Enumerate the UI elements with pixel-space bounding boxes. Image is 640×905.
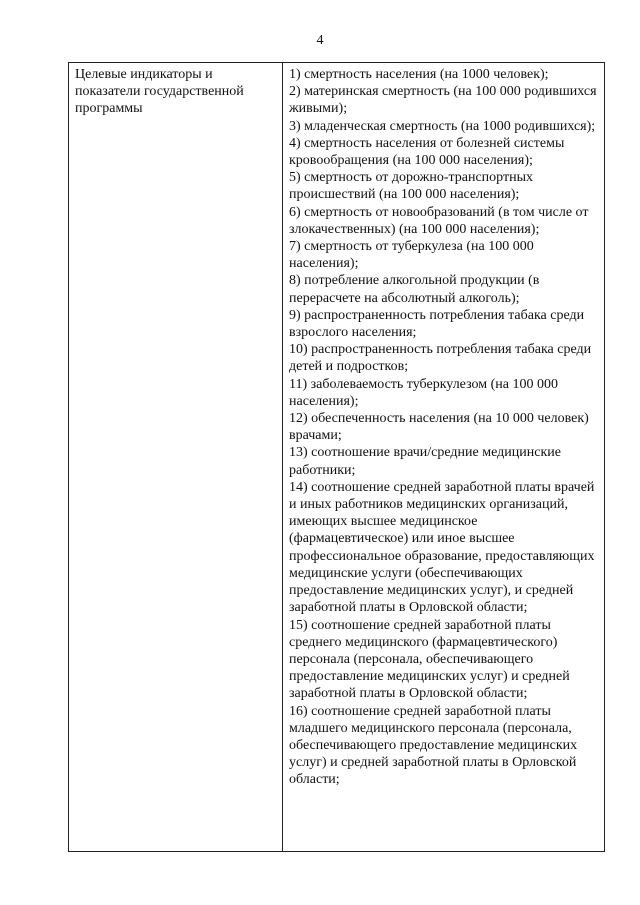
indicator-item-9: 9) распространенность потребления табака среди взрослого населения;	[289, 307, 585, 341]
page-number: 4	[316, 33, 324, 48]
indicators-table	[68, 62, 605, 852]
indicator-item-10: 10) распространенность потребления табака среди детей и подростков;	[289, 342, 592, 375]
indicator-item-5: 5) смертность от дорожно-транспортных происшествий (на 100 000 населения);	[289, 170, 534, 203]
indicator-item-6: 6) смертность от новообразований (в том числе от злокачественных) (на 100 000 населения);	[289, 204, 589, 237]
indicator-item-1: 1) смертность населения (на 1000 человек);	[289, 67, 549, 82]
indicator-item-12: 12) обеспеченность населения (на 10 000 человек) врачами;	[289, 411, 589, 444]
indicator-item-13: 13) соотношение врачи/средние медицинские работники;	[289, 445, 561, 478]
table-right-cell	[283, 63, 604, 851]
indicators-section-label: Целевые индикаторы и показатели государственной программы	[75, 67, 244, 117]
indicator-item-16: 16) соотношение средней заработной платы младшего медицинского персонала (персонала, обеспечивающего предоставление медицинских услуг) и средней заработной платы в Орловской области;	[289, 703, 578, 788]
indicator-item-11: 11) заболеваемость туберкулезом (на 100 000 населения);	[289, 376, 558, 409]
indicator-item-14: 14) соотношение средней заработной платы врачей и иных работников медицинских организаций, имеющих высшее медицинское (фармацевтическое) или иное высшее профессиональное образование, предоставляющих медицинские услуги (обеспечивающих предоставление медицинских услуг), и средней заработной платы в Орловской области;	[289, 479, 595, 616]
indicator-item-3: 3) младенческая смертность (на 1000 родившихся);	[289, 118, 596, 134]
indicator-item-7: 7) смертность от туберкулеза (на 100 000 населения);	[289, 239, 534, 272]
indicator-item-15: 15) соотношение средней заработной платы среднего медицинского (фармацевтического) персонала (персонала, обеспечивающего предоставление медицинских услуг) и средней заработной платы в Орловской области;	[289, 617, 570, 702]
indicator-item-4: 4) смертность населения от болезней системы кровообращения (на 100 000 населения);	[289, 135, 565, 169]
table-left-cell	[69, 63, 283, 851]
indicator-item-8: 8) потребление алкогольной продукции (в перерасчете на абсолютный алкоголь);	[289, 273, 540, 306]
indicator-item-2: 2) материнская смертность (на 100 000 родившихся живыми);	[289, 84, 597, 117]
